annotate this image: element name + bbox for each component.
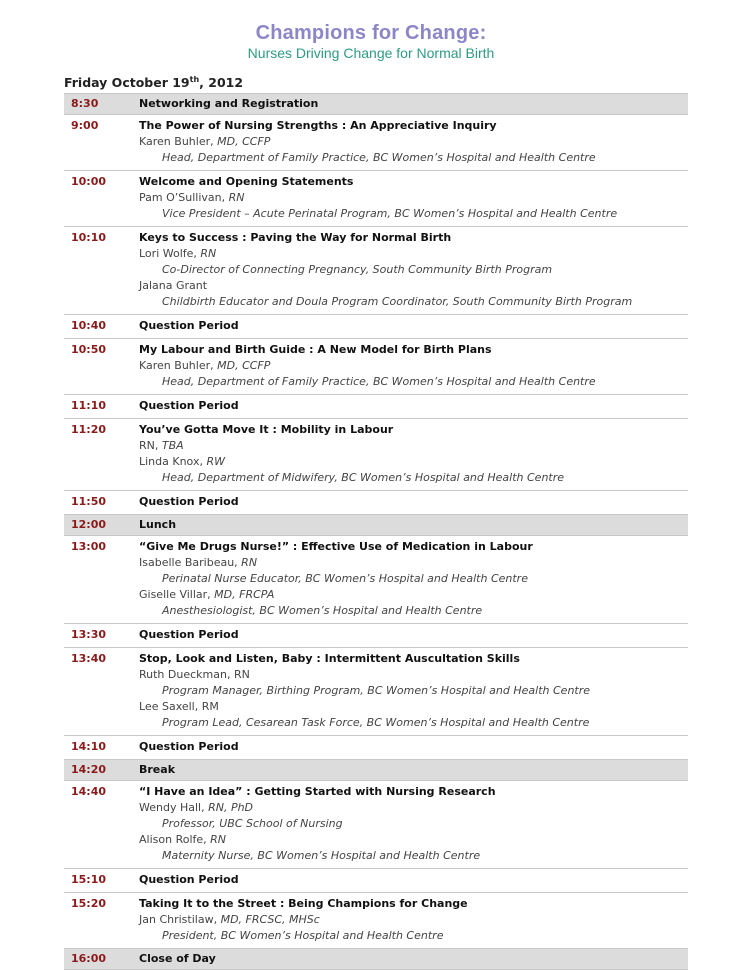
date-prefix: Friday October 19 (64, 75, 190, 91)
schedule-row (64, 394, 688, 418)
schedule-row (64, 948, 688, 969)
session-time: 9:00 (71, 119, 99, 132)
schedule-table (64, 93, 688, 970)
session-content (139, 872, 688, 888)
session-time: 11:50 (71, 495, 107, 508)
schedule-row (64, 418, 688, 490)
session-content (139, 342, 688, 390)
session-title: Stop, Look and Listen, Baby : Intermittent Auscultation Skills (139, 652, 520, 665)
speaker-name-text: Wendy Hall, (139, 801, 209, 814)
session-content (139, 96, 688, 112)
session-title: The Power of Nursing Strengths : An Appreciative Inquiry (139, 119, 497, 132)
session-time: 10:10 (71, 231, 107, 244)
schedule-row (64, 314, 688, 338)
session-time: 12:00 (71, 518, 107, 531)
speaker-name (139, 912, 688, 928)
speaker-credentials: RN (210, 833, 227, 846)
schedule-row (64, 490, 688, 514)
session-title: Question Period (139, 740, 239, 753)
speaker-credentials: RN (200, 247, 217, 260)
session-content (139, 627, 688, 643)
session-content (139, 739, 688, 755)
date-year: , 2012 (199, 75, 244, 91)
session-time: 11:10 (71, 399, 107, 412)
speaker-role: Head, Department of Midwifery, BC Women’s Hospital and Health Centre (162, 471, 565, 484)
speaker-role: Program Lead, Cesarean Task Force, BC Women’s Hospital and Health Centre (162, 716, 590, 729)
session-title: “I Have an Idea” : Getting Started with Nursing Research (139, 785, 496, 798)
speaker-credentials: TBA (161, 439, 184, 452)
schedule-row (64, 226, 688, 314)
speaker-role: Maternity Nurse, BC Women’s Hospital and Health Centre (162, 849, 481, 862)
session-time: 13:00 (71, 540, 107, 553)
speaker-name (139, 246, 688, 262)
session-content (139, 784, 688, 864)
session-time: 8:30 (71, 97, 99, 110)
session-content (139, 494, 688, 510)
speaker-name (139, 190, 688, 206)
session-content (139, 539, 688, 619)
schedule-row (64, 647, 688, 735)
speaker-name-text: Linda Knox, (139, 455, 207, 468)
event-date (64, 75, 243, 90)
schedule-row (64, 868, 688, 892)
session-time: 15:20 (71, 897, 107, 910)
session-content (139, 318, 688, 334)
speaker-name-text: Lori Wolfe, (139, 247, 201, 260)
session-time: 10:40 (71, 319, 107, 332)
document-subtitle: Nurses Driving Change for Normal Birth (247, 45, 495, 61)
speaker-role: Childbirth Educator and Doula Program Coordinator, South Community Birth Program (162, 295, 633, 308)
speaker-role: Vice President – Acute Perinatal Program, BC Women’s Hospital and Health Centre (162, 207, 618, 220)
speaker-name (139, 438, 688, 454)
speaker-role: Program Manager, Birthing Program, BC Women’s Hospital and Health Centre (162, 684, 591, 697)
speaker-name-text: Jalana Grant (139, 279, 208, 292)
speaker-name-text: Ruth Dueckman, RN (139, 668, 250, 681)
session-time: 14:40 (71, 785, 107, 798)
session-time: 11:20 (71, 423, 107, 436)
session-content (139, 896, 688, 944)
session-content (139, 118, 688, 166)
session-time: 13:30 (71, 628, 107, 641)
session-content (139, 651, 688, 731)
speaker-role: President, BC Women’s Hospital and Health Centre (162, 929, 444, 942)
speaker-name (139, 587, 688, 603)
document-title: Champions for Change: (255, 22, 487, 44)
session-time: 13:40 (71, 652, 107, 665)
schedule-row (64, 735, 688, 759)
session-time: 16:00 (71, 952, 107, 965)
speaker-role: Perinatal Nurse Educator, BC Women’s Hospital and Health Centre (162, 572, 528, 585)
speaker-name-text: Karen Buhler, (139, 135, 218, 148)
session-title: Break (139, 763, 176, 776)
session-title: Question Period (139, 873, 239, 886)
session-title: Question Period (139, 628, 239, 641)
session-title: Lunch (139, 518, 177, 531)
speaker-name (139, 358, 688, 374)
date-suffix: th (189, 75, 200, 84)
speaker-role: Co-Director of Connecting Pregnancy, South Community Birth Program (162, 263, 553, 276)
speaker-name-text: Isabelle Baribeau, (139, 556, 242, 569)
session-content (139, 174, 688, 222)
session-title: Close of Day (139, 952, 216, 965)
speaker-role: Anesthesiologist, BC Women’s Hospital and Health Centre (162, 604, 483, 617)
schedule-row (64, 93, 688, 114)
schedule-row (64, 892, 688, 948)
session-content (139, 230, 688, 310)
speaker-name-text: Alison Rolfe, (139, 833, 211, 846)
session-title: My Labour and Birth Guide : A New Model for Birth Plans (139, 343, 492, 356)
speaker-credentials: MD, FRCSC, MHSc (220, 913, 320, 926)
session-time: 15:10 (71, 873, 107, 886)
session-title: Taking It to the Street : Being Champions for Change (139, 897, 468, 910)
session-content (139, 762, 688, 778)
speaker-role: Head, Department of Family Practice, BC Women’s Hospital and Health Centre (162, 151, 596, 164)
speaker-name (139, 667, 688, 683)
session-time: 10:50 (71, 343, 107, 356)
speaker-name (139, 278, 688, 294)
session-content (139, 422, 688, 486)
speaker-name (139, 699, 688, 715)
schedule-row (64, 514, 688, 535)
speaker-credentials: RN, PhD (208, 801, 254, 814)
speaker-name (139, 800, 688, 816)
speaker-name-text: RN, (139, 439, 162, 452)
session-title: Question Period (139, 495, 239, 508)
speaker-credentials: MD, FRCPA (214, 588, 275, 601)
speaker-credentials: RW (206, 455, 225, 468)
schedule-row (64, 338, 688, 394)
speaker-role: Professor, UBC School of Nursing (162, 817, 343, 830)
speaker-name-text: Lee Saxell, RM (139, 700, 219, 713)
session-time: 10:00 (71, 175, 107, 188)
speaker-name (139, 832, 688, 848)
speaker-name (139, 134, 688, 150)
session-title: Networking and Registration (139, 97, 319, 110)
session-title: Question Period (139, 319, 239, 332)
schedule-row (64, 114, 688, 170)
session-content (139, 517, 688, 533)
speaker-name-text: Giselle Villar, (139, 588, 215, 601)
session-time: 14:10 (71, 740, 107, 753)
speaker-credentials: MD, CCFP (217, 135, 271, 148)
schedule-row (64, 623, 688, 647)
session-content (139, 951, 688, 967)
schedule-row (64, 170, 688, 226)
session-title: Welcome and Opening Statements (139, 175, 354, 188)
speaker-name-text: Pam O’Sullivan, (139, 191, 229, 204)
session-title: Question Period (139, 399, 239, 412)
speaker-credentials: MD, CCFP (217, 359, 271, 372)
speaker-name (139, 454, 688, 470)
session-title: Keys to Success : Paving the Way for Normal Birth (139, 231, 452, 244)
session-title: You’ve Gotta Move It : Mobility in Labour (139, 423, 394, 436)
speaker-role: Head, Department of Family Practice, BC Women’s Hospital and Health Centre (162, 375, 596, 388)
schedule-row (64, 535, 688, 623)
speaker-name (139, 555, 688, 571)
session-content (139, 398, 688, 414)
speaker-credentials: RN (228, 191, 245, 204)
speaker-name-text: Karen Buhler, (139, 359, 218, 372)
schedule-row (64, 780, 688, 868)
session-time: 14:20 (71, 763, 107, 776)
speaker-credentials: RN (241, 556, 258, 569)
schedule-row (64, 759, 688, 780)
session-title: “Give Me Drugs Nurse!” : Effective Use of Medication in Labour (139, 540, 533, 553)
speaker-name-text: Jan Christilaw, (139, 913, 221, 926)
